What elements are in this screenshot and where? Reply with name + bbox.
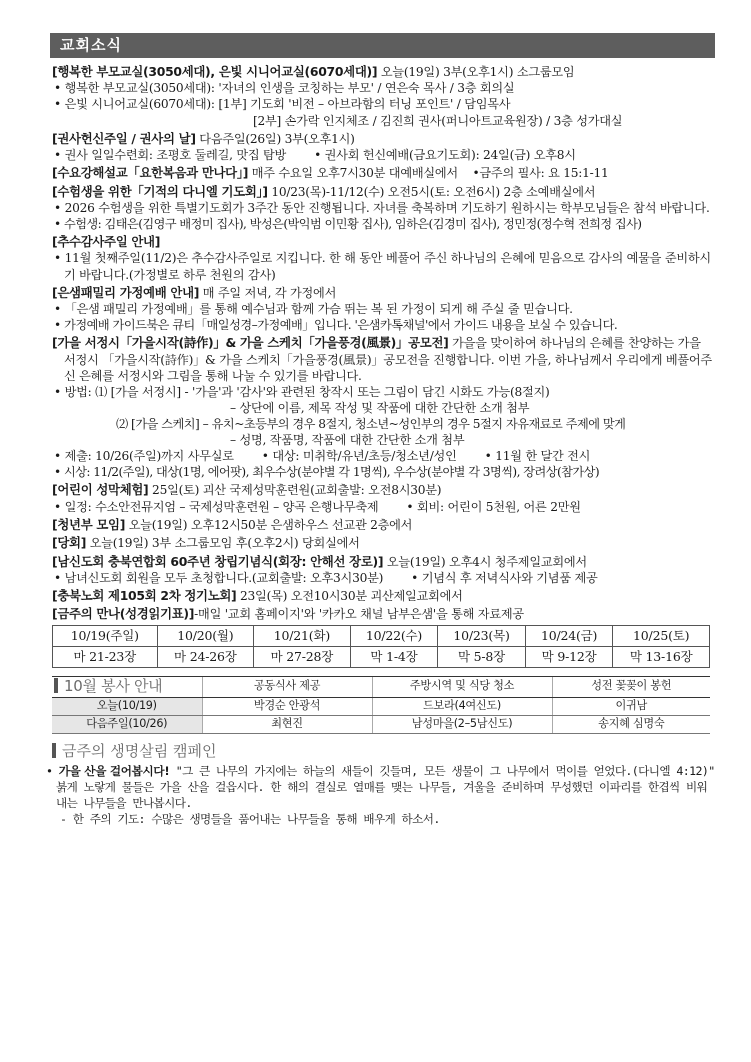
reading-cell: 막 9-12장: [525, 646, 613, 667]
section-info: 오늘(19일) 오후12시50분 은샘하우스 선교관 2층에서: [125, 517, 413, 532]
table-cell: 박경순 안광석: [202, 697, 372, 715]
bullet-text: 2026 수험생을 위한 특별기도회가 3주간 동안 진행됩니다. 자녀를 축복하며 기도하기 원하시는 학부모님들은 참석 바랍니다.: [64, 200, 710, 215]
method-line: – 성명, 작품명, 작품에 대한 간단한 소개 첨부: [230, 433, 465, 448]
wednesday-sermon-section: [52, 165, 715, 181]
service-title: [52, 676, 202, 697]
bullet-text: 은빛 시니어교실(6070세대): [1부] 기도회 '비전 – 아브라함의 터닝 포인트' / 담임목사: [64, 97, 511, 112]
method-line: 방법: ⑴ [가을 서정시] - '가을'과 '감사'와 관련된 창작시 또는 그림이 담긴 시화도 가능(8절지): [64, 384, 550, 399]
campaign-body: • 가을 산을 걸어봅시다! "그 큰 나무의 가지에는 하늘의 새들이 깃들며, 모든 생물이 그 나무에서 먹이를 얻었다.(다니엘 4:12)" 붉게 노랗게 물들은 가을 산을 걸읍시다. 한 해의 결실로 열매를 맺는 나무들, 겨울을 준비하며 무성했던 이파리를 한겹씩 비워내는 나무들을 만나봅시다. - 한 주의 기도: 수많은 생명들을 품어내는 나무들을 통해 배우게 하소서.: [46, 764, 715, 826]
family-worship-section: [은샘패밀리 가정예배 안내] 매 주일 저녁, 각 가정에서 • 「은샘 패밀리 가정예배」를 통해 예수님과 함께 가슴 뛰는 복 된 가정이 되게 해 주실 줄 믿습니다. • 가정예배 가이드북은 큐티「매일성경–가정예배」입니다. '은샘카톡채널'에서 가이드 내용을 보실 수 있습니다.: [52, 284, 618, 333]
section-info: -매일 '교회 홈페이지'와 '카카오 채널 남부은샘'을 통해 자료제공: [194, 607, 524, 622]
section-info: 10/23(목)-11/12(수) 오전5시(토: 오전6시) 2층 소예배실에서: [267, 184, 596, 199]
section-title: [충북노회 제105회 2차 정기노회]: [52, 588, 237, 603]
section-title: [가을 서정시「가을시작(詩作)」& 가을 스케치「가을풍경(風景)」공모전]: [52, 335, 449, 351]
bullet-text: 행복한 부모교실(3050세대): '자녀의 인생을 코칭하는 부모' / 연은숙 목사 / 3층 회의실: [64, 81, 515, 96]
section-title: [어린이 성막체험]: [52, 482, 149, 498]
row-label: 오늘(10/19): [52, 697, 202, 715]
table-header-row: [53, 625, 710, 646]
children-tabernacle-section: [어린이 성막체험] 25일(토) 괴산 국제성막훈련원(교회출발: 오전8시30분) • 일정: 수소안전뮤지엄 – 국제성막훈련원 – 양곡 은행나무축제 • 회비: 어린이 5천원, 어른 2만원: [52, 482, 581, 514]
section-info: 23일(목) 오전10시30분 괴산제일교회에서: [236, 589, 463, 603]
table-cell: 이귀남: [552, 697, 710, 715]
service-title-text: 10월 봉사 안내: [64, 676, 163, 695]
reading-cell: 막 5-8장: [438, 646, 526, 667]
reading-cell: 막 1-4장: [350, 646, 438, 667]
table-cell: 남성마을(2–5남신도): [372, 715, 552, 733]
row-label: 다음주일(10/26): [52, 715, 202, 733]
day-cell: 10/25(토): [613, 625, 710, 646]
day-cell: 10/23(목): [438, 625, 526, 646]
table-cell: 송지혜 심명숙: [552, 715, 710, 733]
reading-cell: 마 27-28장: [254, 646, 351, 667]
column-header: 주방시역 및 식당 청소: [372, 676, 552, 697]
thanksgiving-section: [추수감사주일 안내] • 11월 첫째주일(11/2)은 추수감사주일로 지킵니다. 한 해 동안 베풀어 주신 하나님의 은혜에 믿음으로 감사의 예물을 준비하시기 바랍니다.(가정별로 하루 천원의 감사): [52, 234, 711, 282]
bullet-text: 회비: 어린이 5천원, 어른 2만원: [417, 499, 581, 514]
campaign-text: "그 큰 나무의 가지에는 하늘의 새들이 깃들며, 모든 생물이 그 나무에서 먹이를 얻었다.(다니엘 4:12)" 붉게 노랗게 물들은 가을 산을 걸읍시다. 한 해의 결실로 열매를 맺는 나무들, 겨울을 준비하며 무성했던 이파리를 한겹씩 비워내는 나무들을 만나봅시다.: [56, 764, 715, 810]
bible-reading-section: [52, 606, 715, 667]
section-info: 다음주일(26일) 3부(오후1시): [195, 131, 355, 146]
section-info: 25일(토) 괴산 국제성막훈련원(교회출발: 오전8시30분): [148, 483, 442, 498]
section-title: [금주의 만나(성경읽기표)]: [52, 606, 195, 622]
section-info: 가을을 맞이하여 하나님의 은혜를 찬양하는 가을 서정시 「가을시작(詩作)」& 가을 스케치「가을풍경(風景)」공모전을 진행합니다. 이번 가을, 하나님께서 우리에게 베풀어주신 은혜를 서정시와 그림을 통해 나눌 수 있기를 바랍니다.: [64, 336, 712, 383]
reading-cell: 마 21-23장: [53, 646, 158, 667]
section-marker: [54, 678, 58, 693]
table-row: [52, 697, 710, 715]
table-row: [52, 715, 710, 733]
bible-reading-table: [52, 625, 710, 668]
section-marker: [52, 743, 56, 758]
day-cell: 10/21(화): [254, 625, 351, 646]
bullet-text: [2부] 손가락 인지체조 / 김진희 권사(퍼니아트교육원장) / 3층 성가대실: [253, 113, 623, 128]
bullet-text: 기념식 후 저녁식사와 기념품 제공: [421, 570, 598, 585]
section-title: [행복한 부모교실(3050세대), 은빛 시니어교실(6070세대)]: [52, 64, 378, 79]
table-header-row: [52, 676, 710, 697]
bullet-text: 권사회 헌신예배(금요기도회): 24일(금) 오후8시: [324, 148, 576, 163]
section-title: [청년부 모임]: [52, 516, 126, 532]
reading-cell: 마 24-26장: [157, 646, 254, 667]
table-row: [53, 646, 710, 667]
bullet-text: 수험생: 김태은(김영구 배정미 집사), 박성은(박익범 이민황 집사), 임하은(김경미 집사), 정민정(정수혁 전희정 집사): [63, 216, 642, 231]
parent-senior-class-section: [행복한 부모교실(3050세대), 은빛 시니어교실(6070세대)] 오늘(19일) 3부(오후1시) 소그룹모임 • 행복한 부모교실(3050세대): '자녀의 인생을 코칭하는 부모' / 연은숙 목사 / 3층 회의실 • 은빛 시니어교실(6070세대): [1부] 기도회 '비전 – 아브라함의 터닝 포인트' / 담임목사 [2부] 손가락 인지체조 / 김진희 권사(퍼니아트교육원장) / 3층 성가대실: [52, 64, 623, 128]
section-info: 매 주일 저녁, 각 가정에서: [199, 285, 337, 300]
detail-text: 제출: 10/26(주일)까지 사무실로: [64, 449, 234, 464]
table-cell: 드보라(4여신도): [372, 697, 552, 715]
section-info: 매주 수요일 오후7시30분 대예배실에서: [248, 166, 458, 181]
campaign-prayer: - 한 주의 기도: 수많은 생명들을 품어내는 나무들을 통해 배우게 하소서.: [60, 811, 440, 826]
section-title: [수험생을 위한「기적의 다니엘 기도회」]: [52, 183, 268, 199]
section-title: [추수감사주일 안내]: [52, 234, 161, 250]
reading-cell: 막 13-16장: [613, 646, 710, 667]
section-extra: •금주의 필사: 요 15:1-11: [472, 166, 609, 181]
campaign-headline: 가을 산을 걸어봅시다!: [58, 764, 170, 779]
bullet-text: 남녀신도회 회원을 모두 초청합니다.(교회출발: 오후3시30분): [64, 570, 384, 585]
section-info: 오늘(19일) 3부 소그룹모임 후(오후2시) 당회실에서: [86, 536, 360, 551]
section-title: [수요강해설교「요한복음과 만나다」]: [52, 165, 249, 181]
method-line: – 상단에 이름, 제목 작성 및 작품에 대한 간단한 소개 첨부: [230, 400, 530, 415]
column-header: 공동식사 제공: [202, 676, 372, 697]
section-info: 오늘(19일) 오후4시 청주제일교회에서: [383, 554, 587, 569]
section-title: [당회]: [52, 535, 87, 551]
bullet-text: 권사 일일수련회: 조평호 둘레길, 맛집 탐방: [64, 148, 287, 163]
section-title: [남신도회 충북연합회 60주년 창립기념식(회장: 안해선 장로)]: [52, 553, 384, 569]
presbytery-section: [52, 588, 715, 604]
bullet-text: 일정: 수소안전뮤지엄 – 국제성막훈련원 – 양곡 은행나무축제: [64, 499, 379, 514]
autumn-contest-section: [가을 서정시「가을시작(詩作)」& 가을 스케치「가을풍경(風景)」공모전] 가을을 맞이하여 하나님의 은혜를 찬양하는 가을 서정시 「가을시작(詩作)」& 가을 스케치「가을풍경(風景)」공모전을 진행합니다. 이번 가을, 하나님께서 우리에게 베풀어주신 은혜를 서정시와 그림을 통해 나눌 수 있기를 바랍니다. • 방법: ⑴ [가을 서정시] - '가을'과 '감사'와 관련된 창작시 또는 그림이 담긴 시화도 가능(8절지) – 상단에 이름, 제목 작성 및 작품에 대한 간단한 소개 첨부 ⑵ [가을 스케치] – 유치~초등부의 경우 8절지, 청소년~성인부의 경우 5절지 자유재료로 주제에 맞게 – 성명, 작품명, 작품에 대한 간단한 소개 첨부 • 제출: 10/26(주일)까지 사무실로 • 대상: 미취학/유년/초등/청소년/성인 • 11월 한 달간 전시 • 시상: 11/2(주일), 대상(1명, 에어팟), 최우수상(분야별 각 1명씩), 우수상(분야별 각 3명씩), 장려상(참가상): [52, 335, 712, 480]
campaign-title: [52, 742, 715, 762]
youth-meeting-section: [52, 517, 715, 533]
section-title: [권사헌신주일 / 권사의 날]: [52, 130, 196, 146]
deaconess-day-section: [권사헌신주일 / 권사의 날] 다음주일(26일) 3부(오후1시) • 권사 일일수련회: 조평호 둘레길, 맛집 탐방 • 권사회 헌신예배(금요기도회): 24일(금) 오후8시: [52, 130, 576, 163]
bullet-text: 가정예배 가이드북은 큐티「매일성경–가정예배」입니다. '은샘카톡채널'에서 가이드 내용을 보실 수 있습니다.: [64, 318, 618, 333]
bullet-text: 11월 첫째주일(11/2)은 추수감사주일로 지킵니다. 한 해 동안 베풀어 주신 하나님의 은혜에 믿음으로 감사의 예물을 준비하시기 바랍니다.(가정별로 하루 천원의 감사): [64, 251, 711, 282]
column-header: 성전 꽃꽂이 봉헌: [552, 676, 710, 697]
section-info: 오늘(19일) 3부(오후1시) 소그룹모임: [377, 65, 575, 79]
church-news-header: 교회소식: [50, 33, 715, 58]
campaign-title-text: 금주의 생명살림 캠페인: [62, 741, 217, 760]
detail-text: 대상: 미취학/유년/초등/청소년/성인: [272, 449, 457, 464]
detail-text: 11월 한 달간 전시: [495, 449, 591, 464]
session-meeting-section: [52, 535, 715, 551]
section-title: [은샘패밀리 가정예배 안내]: [52, 284, 200, 300]
day-cell: 10/24(금): [525, 625, 613, 646]
service-schedule-table: [52, 676, 710, 734]
mens-association-section: [남신도회 충북연합회 60주년 창립기념식(회장: 안해선 장로)] 오늘(19일) 오후4시 청주제일교회에서 • 남녀신도회 회원을 모두 초청합니다.(교회출발: 오후3시30분) • 기념식 후 저녁식사와 기념품 제공: [52, 553, 598, 585]
day-cell: 10/22(수): [350, 625, 438, 646]
bullet-text: 「은샘 패밀리 가정예배」를 통해 예수님과 함께 가슴 뛰는 복 된 가정이 되게 해 주실 줄 믿습니다.: [64, 302, 573, 316]
day-cell: 10/20(월): [157, 625, 254, 646]
day-cell: 10/19(주일): [53, 625, 158, 646]
table-cell: 최현진: [202, 715, 372, 733]
award-text: 시상: 11/2(주일), 대상(1명, 에어팟), 최우수상(분야별 각 1명씩), 우수상(분야별 각 3명씩), 장려상(참가상): [63, 465, 600, 480]
method-line: ⑵ [가을 스케치] – 유치~초등부의 경우 8절지, 청소년~성인부의 경우 5절지 자유재료로 주제에 맞게: [116, 416, 626, 431]
exam-prayer-section: [수험생을 위한「기적의 다니엘 기도회」] 10/23(목)-11/12(수) 오전5시(토: 오전6시) 2층 소예배실에서 • 2026 수험생을 위한 특별기도회가 3주간 동안 진행됩니다. 자녀를 축복하며 기도하기 원하시는 학부모님들은 참석 바랍니다. • 수험생: 김태은(김영구 배정미 집사), 박성은(박익범 이민황 집사), 임하은(김경미 집사), 정민정(정수혁 전희정 집사): [52, 183, 710, 231]
